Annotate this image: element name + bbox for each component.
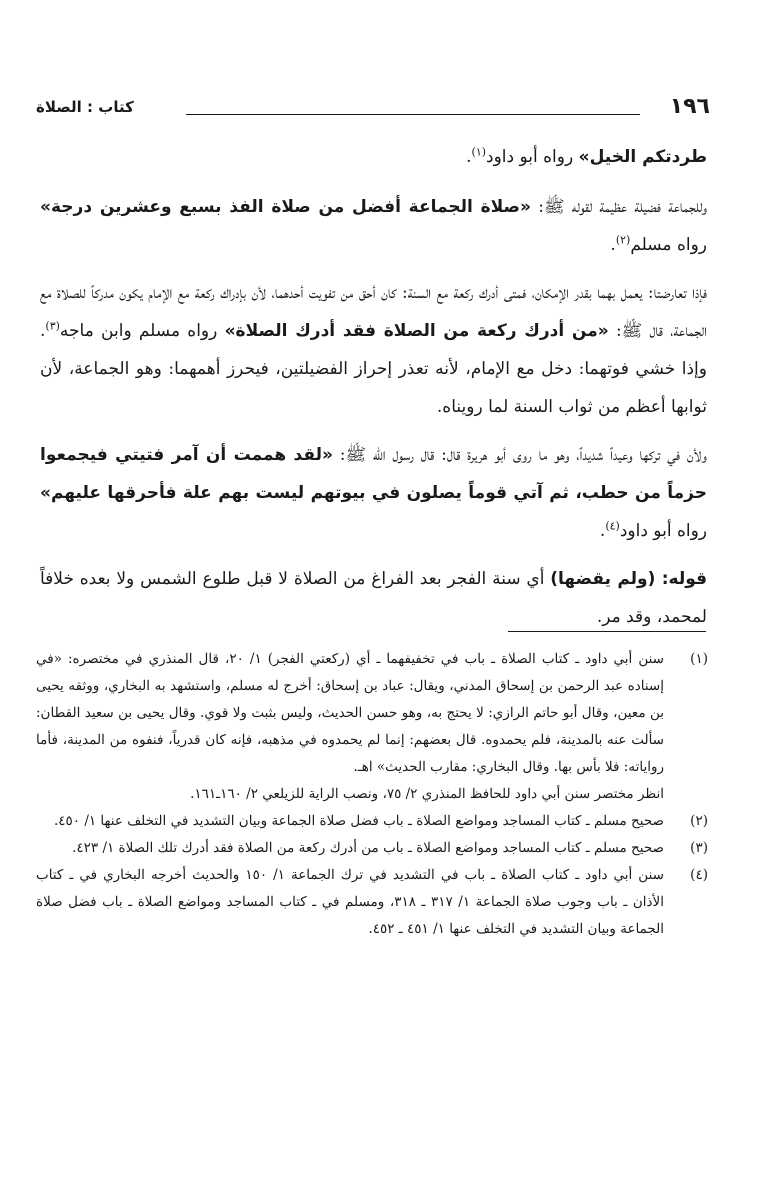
- p4-text2: رواه أبو داود: [619, 521, 707, 541]
- p2-text: وللجماعة فضيلة عظيمة لقوله ﷺ:: [530, 197, 708, 217]
- paragraph-2: [40, 188, 707, 264]
- footnote-2: [36, 808, 708, 835]
- p1-bold: طردتكم الخيل»: [578, 147, 707, 167]
- p5-bold: قوله: (ولم يقضها): [550, 569, 707, 589]
- footnote-3: [36, 835, 708, 862]
- footnote-ref-1: (١): [471, 145, 487, 159]
- page-header: [36, 94, 710, 128]
- paragraph-3: [40, 274, 707, 426]
- footnotes: [36, 646, 708, 943]
- p4-bold: «لقد هممت أن آمر فتيتي فيجمعوا حزماً من حطب، ثم آتي قوماً يصلون في بيوتهم ليست بهم علة فأحرقها عليهم»: [40, 445, 707, 503]
- footnote-ref-3: (٣): [45, 319, 60, 333]
- p4-end: .: [599, 521, 606, 541]
- footnote-1: [36, 646, 708, 808]
- footnote-number: (١): [690, 651, 708, 667]
- footnote-extra: انظر مختصر سنن أبي داود للحافظ المنذري ٢/ ٧٥، ونصب الراية للزيلعي ٢/ ١٦٠ـ١٦١.: [190, 786, 664, 802]
- footnote-4: [36, 862, 708, 943]
- footnote-ref-2: (٢): [615, 233, 631, 247]
- footnote-text: صحيح مسلم ـ كتاب المساجد ومواضع الصلاة ـ باب فضل صلاة الجماعة وبيان التشديد في التخلف عنها ١/ ٤٥٠.: [53, 813, 664, 829]
- paragraph-5: [40, 560, 707, 636]
- p1-end: .: [466, 147, 472, 167]
- main-text: [40, 138, 707, 646]
- p5-text: أي سنة الفجر بعد الفراغ من الصلاة لا قبل طلوع الشمس ولا بعده خلافاً لمحمد، وقد مر.: [40, 569, 707, 627]
- running-title: كتاب : الصلاة: [36, 98, 134, 116]
- p2-bold: «صلاة الجماعة أفضل من صلاة الفذ بسبع وعشرين درجة»: [40, 197, 531, 217]
- footnote-text: سنن أبي داود ـ كتاب الصلاة ـ باب في التشديد في ترك الجماعة ١/ ١٥٠ والحديث أخرجه البخاري في ـ كتاب الأذان ـ باب وجوب صلاة الجماعة ١/ ٣١٧ ـ ٣١٨، ومسلم في ـ كتاب المساجد ومواضع الصلاة ـ باب فضل صلاة الجماعة وبيان التشديد في التخلف عنها ١/ ٤٥١ ـ ٤٥٢.: [36, 867, 664, 937]
- p2-end: .: [610, 235, 616, 255]
- footnote-text: سنن أبي داود ـ كتاب الصلاة ـ باب في تخفيفهما ـ أي (ركعتي الفجر) ١/ ٢٠، قال المنذري في مختصره: «في إسناده عبد الرحمن بن إسحاق المدني، ويقال: عباد بن إسحاق: أخرج له مسلم، واستشهد به البخاري، ووثقه يحيى بن معين، وقال أبو حاتم الرازي: لا يحتج به، وهو حسن الحديث، وليس بثبت ولا قوي. وقال يحيى بن سعيد القطان: سألت عنه بالمدينة، فلم يحمدوه. قال بعضهم: إنما لم يحمدوه في مذهبه، فإنه كان قدرياً، فنفوه من المدينة، فأما رواياته: فلا بأس بها. وقال البخاري: مقارب الحديث» اهـ.: [36, 651, 664, 775]
- p3-text2: رواه مسلم وابن ماجه: [59, 321, 225, 341]
- footnote-number: (٤): [690, 867, 708, 883]
- paragraph-1: [40, 138, 707, 176]
- p3-text3: . وإذا خشي فوتهما: دخل مع الإمام، لأنه تعذر إحراز الفضيلتين، فيحرز أهمهما: وهو الجماعة، لأن ثوابها أعظم من ثواب السنة لما رويناه.: [40, 321, 707, 417]
- p2-text2: رواه مسلم: [630, 235, 707, 255]
- p3-text: فإذا تعارضتا: يعمل بهما بقدر الإمكان، فمتى أدرك ركعة مع السنة: كان أحق من تفويت أحدهما، لأن بإدراك ركعة مع الإمام يكون مدركاً للصلاة مع الجماعة، قال ﷺ:: [40, 283, 708, 341]
- footnote-separator: [508, 631, 706, 632]
- paragraph-4: [40, 436, 707, 550]
- footnote-number: (٣): [690, 840, 708, 856]
- footnote-number: (٢): [690, 813, 708, 829]
- p3-bold: «من أدرك ركعة من الصلاة فقد أدرك الصلاة»: [224, 321, 609, 341]
- header-rule: [186, 114, 640, 115]
- page-number: ١٩٦: [669, 94, 710, 119]
- footnote-text: صحيح مسلم ـ كتاب المساجد ومواضع الصلاة ـ باب من أدرك ركعة من الصلاة فقد أدرك تلك الصلاة ١/ ٤٢٣.: [72, 840, 664, 856]
- p4-text: ولأن في تركها وعيداً شديداً، وهو ما روى أبو هريرة قال: قال رسول الله ﷺ:: [332, 445, 707, 465]
- footnote-ref-4: (٤): [605, 519, 620, 533]
- p1-text: رواه أبو داود: [486, 147, 579, 167]
